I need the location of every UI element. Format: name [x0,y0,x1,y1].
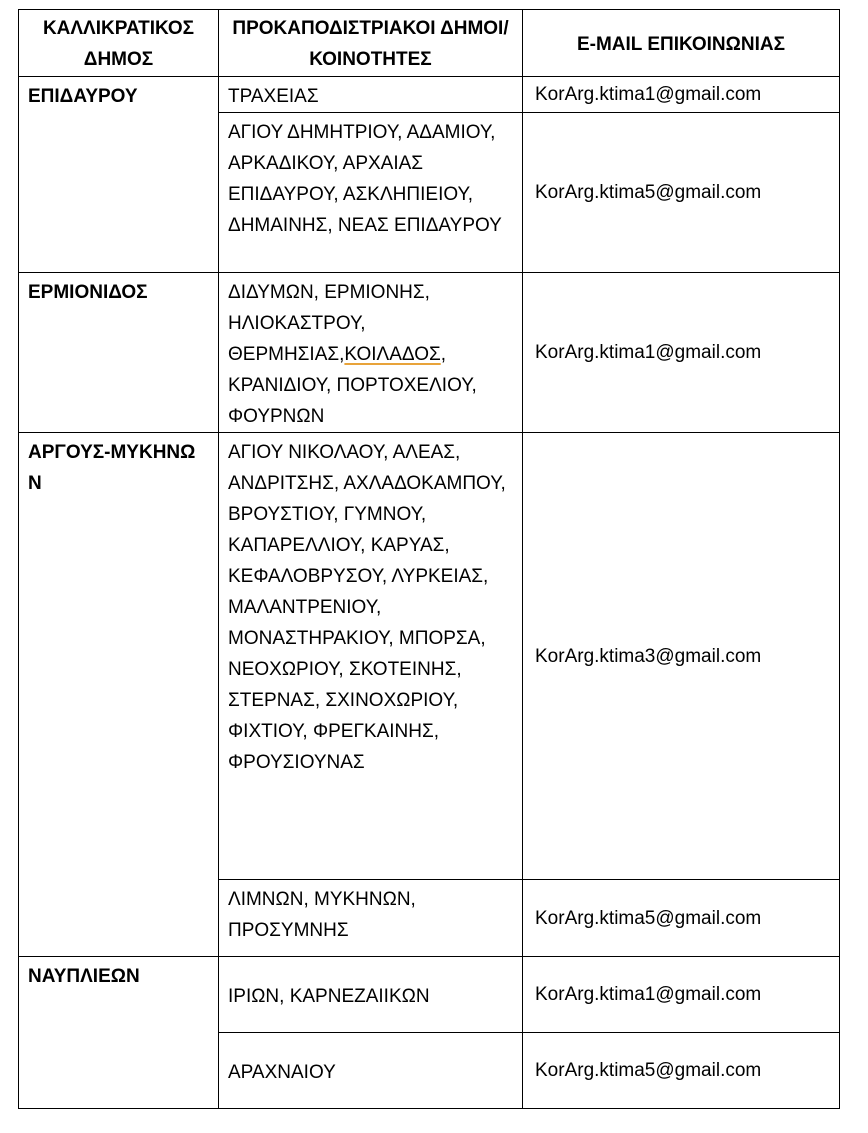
table-row [19,957,840,1033]
contacts-table [18,9,840,1109]
table-row [19,273,840,433]
header-email: E-MAIL ΕΠΙΚΟΙΝΩΝΙΑΣ [523,10,840,77]
communities-cell: ΛΙΜΝΩΝ, ΜΥΚΗΝΩΝ, ΠΡΟΣΥΜΝΗΣ [219,880,523,957]
communities-cell: ΑΓΙΟΥ ΝΙΚΟΛΑΟΥ, ΑΛΕΑΣ, ΑΝΔΡΙΤΣΗΣ, ΑΧΛΑΔΟΚΑΜΠΟΥ, ΒΡΟΥΣΤΙΟΥ, ΓΥΜΝΟΥ, ΚΑΠΑΡΕΛΛΙΟΥ, ΚΑΡΥΑΣ, ΚΕΦΑΛΟΒΡΥΣΟΥ, ΛΥΡΚΕΙΑΣ, ΜΑΛΑΝΤΡΕΝΙΟΥ, ΜΟΝΑΣΤΗΡΑΚΙΟΥ, ΜΠΟΡΣΑ, ΝΕΟΧΩΡΙΟΥ, ΣΚΟΤΕΙΝΗΣ, ΣΤΕΡΝΑΣ, ΣΧΙΝΟΧΩΡΙΟΥ, ΦΙΧΤΙΟΥ, ΦΡΕΓΚΑΙΝΗΣ, ΦΡΟΥΣΙΟΥΝΑΣ [219,433,523,880]
header-communities: ΠΡΟΚΑΠΟΔΙΣΤΡΙΑΚΟΙ ΔΗΜΟΙ/ΚΟΙΝΟΤΗΤΕΣ [219,10,523,77]
communities-cell [219,273,523,433]
header-row [19,10,840,77]
communities-cell: ΑΓΙΟΥ ΔΗΜΗΤΡΙΟΥ, ΑΔΑΜΙΟΥ, ΑΡΚΑΔΙΚΟΥ, ΑΡΧΑΙΑΣ ΕΠΙΔΑΥΡΟΥ, ΑΣΚΛΗΠΙΕΙΟΥ, ΔΗΜΑΙΝΗΣ, ΝΕΑΣ ΕΠΙΔΑΥΡΟΥ [219,113,523,273]
table-row [19,77,840,113]
communities-cell: ΤΡΑΧΕΙΑΣ [219,77,523,113]
email-cell: KorArg.ktima5@gmail.com [523,880,840,957]
email-cell: KorArg.ktima5@gmail.com [523,113,840,273]
email-cell: KorArg.ktima3@gmail.com [523,433,840,880]
table-row [19,433,840,880]
municipality-cell: ΕΠΙΔΑΥΡΟΥ [19,77,219,273]
communities-cell: ΑΡΑΧΝΑΙΟΥ [219,1033,523,1109]
email-cell: KorArg.ktima1@gmail.com [523,957,840,1033]
email-cell: KorArg.ktima1@gmail.com [523,77,840,113]
municipality-cell: ΝΑΥΠΛΙΕΩΝ [19,957,219,1109]
email-cell: KorArg.ktima1@gmail.com [523,273,840,433]
email-cell: KorArg.ktima5@gmail.com [523,1033,840,1109]
communities-cell: ΙΡΙΩΝ, ΚΑΡΝΕΖΑΙΙΚΩΝ [219,957,523,1033]
communities-text: , ΚΡΑΝΙΔΙΟΥ, ΠΟΡΤΟΧΕΛΙΟΥ, ΦΟΥΡΝΩΝ [228,344,477,427]
header-municipality: ΚΑΛΛΙΚΡΑΤΙΚΟΣ ΔΗΜΟΣ [19,10,219,77]
municipality-cell: ΕΡΜΙΟΝΙΔΟΣ [19,273,219,433]
spellcheck-marked-word: ΚΟΙΛΑΔΟΣ [344,344,441,365]
communities-text: ΔΙΔΥΜΩΝ, ΕΡΜΙΟΝΗΣ, ΗΛΙΟΚΑΣΤΡΟΥ, ΘΕΡΜΗΣΙΑΣ, [228,282,430,365]
municipality-cell: ΑΡΓΟΥΣ-ΜΥΚΗΝΩΝ [19,433,219,957]
